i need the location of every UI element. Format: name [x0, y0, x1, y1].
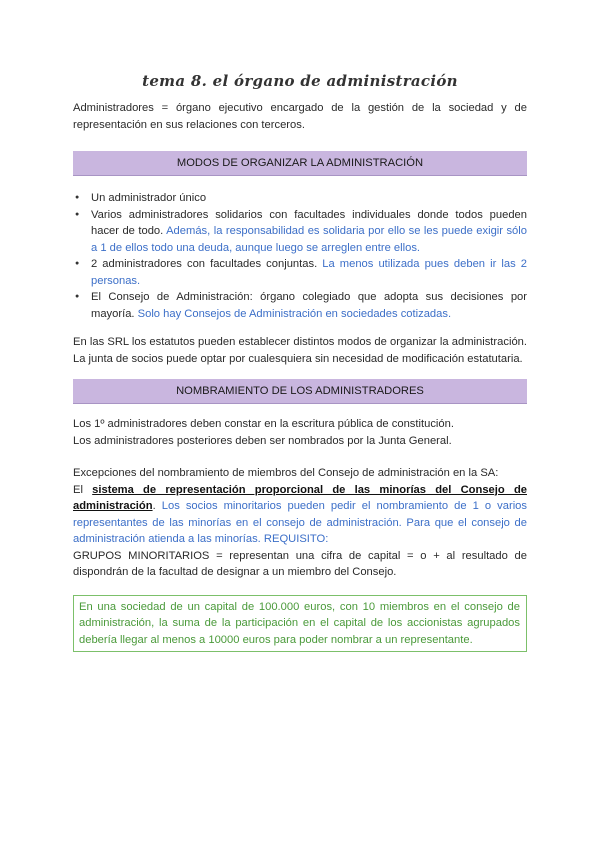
list-item-note: La menos utilizada pues deben ir las 2 personas.: [91, 258, 528, 287]
document-page: [73, 72, 527, 652]
later-admins-line: Los administradores posteriores deben ser nombrados por la Junta General.: [73, 434, 452, 447]
first-admins-line: Los 1º administradores deben constar en la escritura pública de constitución.: [73, 418, 454, 430]
system-term: sistema de representación proporcional de las minorías del Consejo de administración: [73, 483, 527, 512]
list-item-text: El Consejo de Administración: órgano colegiado que adopta sus decisiones por mayoría.: [91, 291, 527, 320]
list-item-text: Varios administradores solidarios con facultades individuales donde todos pueden hacer de todo.: [91, 208, 527, 237]
srl-paragraph: En las SRL los estatutos pueden establecer distintos modos de organizar la administración. La junta de socios puede optar por cualesquiera sin necesidad de modificación estatutaria.: [73, 336, 527, 365]
groups-paragraph: GRUPOS MINORITARIOS = representan una cifra de capital = o + al resultado de dispondrán de la facultad de designar a un miembro del Consejo.: [73, 549, 527, 578]
modes-list: [73, 190, 527, 322]
list-item: [91, 207, 527, 257]
section-heading-nombramiento: NOMBRAMIENTO DE LOS ADMINISTRADORES: [73, 379, 527, 404]
system-paragraph: [73, 482, 527, 548]
list-item-note: Además, la responsabilidad es solidaria por ello se les puede exigir sólo a 1 de ellos todo una deuda, aunque luego se arreglen entre ellos.: [91, 225, 527, 254]
example-box: En una sociedad de un capital de 100.000 euros, con 10 miembros en el consejo de administración, la suma de la participación en el capital de los accionistas agrupados debería llegar al menos a 10000 euros para poder nombrar a un representante.: [73, 595, 527, 653]
list-item-text: Un administrador único: [91, 192, 207, 204]
system-note: Los socios minoritarios pueden pedir el nombramiento de 1 o varios representantes de las minorías en el consejo de administración. Para que el consejo de administración atienda a las minorías. REQUISITO:: [73, 500, 528, 545]
list-item: [91, 190, 527, 207]
intro-paragraph: Administradores = órgano ejecutivo encargado de la gestión de la sociedad y de representación en sus relaciones con terceros.: [73, 102, 527, 131]
list-item: [91, 256, 527, 289]
system-period: .: [152, 500, 162, 512]
page-title: tema 8. el órgano de administración: [142, 72, 458, 90]
list-item: [91, 289, 527, 322]
list-item-text: 2 administradores con facultades conjuntas.: [91, 258, 323, 270]
system-prefix: El: [73, 483, 93, 496]
exceptions-intro: Excepciones del nombramiento de miembros del Consejo de administración en la SA:: [73, 467, 499, 479]
section-heading-modos: MODOS DE ORGANIZAR LA ADMINISTRACIÓN: [73, 151, 527, 176]
list-item-note: Solo hay Consejos de Administración en sociedades cotizadas.: [137, 307, 452, 320]
